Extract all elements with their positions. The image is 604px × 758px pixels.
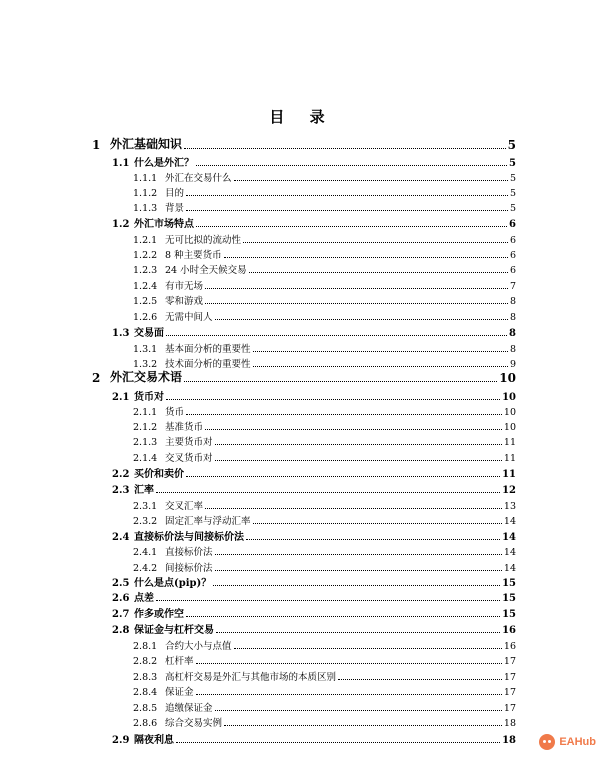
- toc-entry-page: 17: [503, 703, 516, 714]
- toc-entry-label: 外汇在交易什么: [165, 173, 232, 184]
- toc-entry[interactable]: [112, 324, 516, 339]
- toc-entry-number: 2.8.4: [133, 687, 158, 698]
- toc-dot-leader: [215, 460, 502, 461]
- toc-entry-number: 2.9: [112, 735, 130, 746]
- toc-entry-label: 作多或作空: [134, 609, 184, 620]
- toc-entry-number: 1.2.5: [133, 296, 158, 307]
- toc-entry-label: 杠杆率: [165, 656, 194, 667]
- eahub-logo-icon: [539, 734, 555, 750]
- toc-dot-leader: [166, 399, 500, 400]
- toc-dot-leader: [156, 492, 500, 493]
- toc-dot-leader: [186, 195, 508, 196]
- toc-entry[interactable]: [112, 215, 516, 230]
- toc-entry-number: 2.4: [112, 532, 130, 543]
- toc-entry[interactable]: [133, 512, 516, 527]
- toc-entry-page: 11: [503, 437, 516, 448]
- toc-entry-label: 隔夜利息: [134, 735, 174, 746]
- toc-entry-label: 主要货币对: [165, 437, 213, 448]
- toc-dot-leader: [184, 381, 497, 382]
- toc-entry-number: 1.1.2: [133, 188, 158, 199]
- toc-entry[interactable]: [133, 714, 516, 729]
- toc-entry[interactable]: [92, 137, 516, 152]
- toc-entry[interactable]: [112, 528, 516, 543]
- toc-entry-page: 14: [503, 547, 516, 558]
- toc-entry-label: 无可比拟的流动性: [165, 235, 242, 246]
- toc-dot-leader: [186, 616, 500, 617]
- toc-entry-label: 基准货币: [165, 422, 204, 433]
- toc-dot-leader: [196, 663, 502, 664]
- toc-dot-leader: [253, 366, 508, 367]
- toc-entry-label: 技术面分析的重要性: [165, 359, 251, 370]
- toc-dot-leader: [176, 742, 500, 743]
- toc-entry-label: 交叉货币对: [165, 453, 213, 464]
- toc-entry-label: 合约大小与点值: [165, 641, 232, 652]
- toc-entry-page: 8: [509, 296, 516, 307]
- toc-entry[interactable]: [133, 683, 516, 698]
- toc-entry-number: 2: [92, 371, 101, 385]
- toc-entry[interactable]: [133, 246, 516, 261]
- toc-dot-leader: [215, 570, 502, 571]
- toc-entry-number: 2.3.2: [133, 516, 158, 527]
- toc-entry[interactable]: [133, 169, 516, 184]
- toc-entry-number: 1.2: [112, 219, 130, 230]
- toc-dot-leader: [213, 585, 500, 586]
- toc-dot-leader: [196, 694, 502, 695]
- toc-entry-page: 10: [503, 407, 516, 418]
- toc-dot-leader: [196, 226, 507, 227]
- toc-dot-leader: [196, 165, 507, 166]
- toc-entry-page: 9: [509, 359, 516, 370]
- toc-dot-leader: [156, 600, 500, 601]
- toc-entry-number: 1.1: [112, 158, 130, 169]
- toc-entry-label: 目的: [165, 188, 185, 199]
- toc-entry-page: 5: [509, 158, 516, 169]
- toc-entry-page: 10: [503, 422, 516, 433]
- toc-entry[interactable]: [133, 308, 516, 323]
- toc-entry-number: 1.2.4: [133, 281, 158, 292]
- toc-entry-label: 间接标价法: [165, 563, 213, 574]
- toc-entry-page: 6: [509, 265, 516, 276]
- toc-entry[interactable]: [133, 559, 516, 574]
- toc-entry-label: 背景: [165, 203, 185, 214]
- toc-entry-page: 16: [502, 625, 516, 636]
- toc-entry[interactable]: [112, 388, 516, 403]
- toc-dot-leader: [243, 242, 508, 243]
- toc-entry-page: 8: [509, 328, 516, 339]
- toc-entry-label: 什么是点(pip)？: [134, 578, 212, 589]
- toc-dot-leader: [216, 632, 500, 633]
- toc-entry-page: 14: [502, 532, 516, 543]
- toc-entry-number: 2.8: [112, 625, 130, 636]
- toc-entry-number: 2.1: [112, 392, 130, 403]
- toc-entry-page: 16: [503, 641, 516, 652]
- toc-entry-label: 直接标价法与间接标价法: [134, 532, 244, 543]
- toc-entry-label: 货币: [165, 407, 185, 418]
- toc-entry-page: 15: [502, 609, 516, 620]
- toc-entry-page: 7: [509, 281, 516, 292]
- toc-entry-label: 货币对: [134, 392, 164, 403]
- toc-entry-number: 2.3: [112, 485, 130, 496]
- toc-entry-page: 11: [502, 469, 516, 480]
- toc-entry[interactable]: [133, 418, 516, 433]
- toc-entry-label: 买价和卖价: [134, 469, 184, 480]
- toc-entry-number: 1.2.3: [133, 265, 158, 276]
- toc-entry-page: 17: [503, 687, 516, 698]
- toc-entry-label: 高杠杆交易是外汇与其他市场的本质区别: [165, 672, 337, 683]
- toc-dot-leader: [224, 725, 502, 726]
- toc-entry-number: 2.2: [112, 469, 130, 480]
- toc-dot-leader: [234, 648, 502, 649]
- toc-entry-label: 交叉汇率: [165, 501, 204, 512]
- toc-entry[interactable]: [133, 637, 516, 652]
- toc-entry[interactable]: [133, 433, 516, 448]
- toc-dot-leader: [246, 539, 500, 540]
- toc-entry-page: 5: [509, 203, 516, 214]
- toc-entry-page: 5: [507, 138, 516, 152]
- toc-entry-page: 14: [503, 516, 516, 527]
- toc-entry[interactable]: [133, 355, 516, 370]
- toc-dot-leader: [205, 288, 508, 289]
- toc-dot-leader: [253, 523, 502, 524]
- toc-entry-number: 2.8.3: [133, 672, 158, 683]
- toc-dot-leader: [186, 414, 502, 415]
- toc-entry-label: 外汇交易术语: [110, 370, 183, 384]
- toc-entry[interactable]: [112, 621, 516, 636]
- toc-entry-page: 18: [502, 735, 516, 746]
- toc-entry[interactable]: [133, 497, 516, 512]
- toc-entry-number: 2.7: [112, 609, 130, 620]
- toc-entry[interactable]: [133, 668, 516, 683]
- toc-entry-label: 点差: [134, 593, 154, 604]
- toc-entry[interactable]: [133, 340, 516, 355]
- toc-entry[interactable]: [133, 403, 516, 418]
- toc-entry-number: 1.3.2: [133, 359, 158, 370]
- toc-entry-number: 2.8.6: [133, 718, 158, 729]
- toc-entry-label: 基本面分析的重要性: [165, 344, 251, 355]
- toc-entry-label: 直接标价法: [165, 547, 213, 558]
- toc-entry-page: 14: [503, 563, 516, 574]
- toc-entry[interactable]: [133, 699, 516, 714]
- toc-entry-label: 24 小时全天候交易: [165, 265, 247, 276]
- toc-entry[interactable]: [133, 543, 516, 558]
- toc-entry-label: 8 种主要货币: [165, 250, 222, 261]
- toc-entry[interactable]: [92, 370, 516, 385]
- toc-dot-leader: [215, 444, 502, 445]
- toc-dot-leader: [224, 257, 508, 258]
- toc-entry-number: 2.8.1: [133, 641, 158, 652]
- toc-dot-leader: [166, 335, 507, 336]
- toc-dot-leader: [186, 476, 500, 477]
- toc-entry-number: 2.1.3: [133, 437, 158, 448]
- toc-dot-leader: [338, 679, 502, 680]
- toc-entry-number: 1.1.3: [133, 203, 158, 214]
- toc-entry-page: 5: [509, 188, 516, 199]
- toc-entry-page: 10: [499, 371, 516, 385]
- toc-entry-label: 追缴保证金: [165, 703, 213, 714]
- toc-dot-leader: [215, 554, 502, 555]
- toc-entry-label: 有市无场: [165, 281, 204, 292]
- toc-entry[interactable]: [112, 465, 516, 480]
- watermark: [539, 734, 596, 750]
- toc-entry[interactable]: [112, 574, 516, 589]
- toc-title: 目 录: [269, 108, 335, 126]
- toc-entry-page: 6: [509, 219, 516, 230]
- toc-dot-leader: [249, 272, 508, 273]
- watermark-text: EAHub: [559, 736, 596, 748]
- toc-entry-number: 1.3.1: [133, 344, 158, 355]
- toc-entry-page: 13: [503, 501, 516, 512]
- toc-entry-label: 保证金: [165, 687, 194, 698]
- toc-entry-label: 综合交易实例: [165, 718, 223, 729]
- toc-dot-leader: [253, 351, 508, 352]
- toc-entry[interactable]: [112, 481, 516, 496]
- toc-dot-leader: [184, 148, 506, 149]
- toc-entry-number: 2.6: [112, 593, 130, 604]
- toc-entry-label: 无需中间人: [165, 312, 213, 323]
- toc-entry-number: 1.3: [112, 328, 130, 339]
- toc-entry[interactable]: [112, 605, 516, 620]
- toc-entry-page: 17: [503, 672, 516, 683]
- toc-dot-leader: [215, 710, 502, 711]
- toc-entry-page: 11: [503, 453, 516, 464]
- toc-entry[interactable]: [133, 292, 516, 307]
- toc-entry-number: 2.1.4: [133, 453, 158, 464]
- toc-entry-label: 保证金与杠杆交易: [134, 625, 214, 636]
- toc-entry[interactable]: [133, 652, 516, 667]
- toc-entry-page: 6: [509, 235, 516, 246]
- toc-entry-label: 汇率: [134, 485, 154, 496]
- toc-entry[interactable]: [133, 449, 516, 464]
- toc-dot-leader: [205, 508, 502, 509]
- toc-entry-label: 零和游戏: [165, 296, 204, 307]
- toc-entry-number: 2.3.1: [133, 501, 158, 512]
- toc-entry-page: 18: [503, 718, 516, 729]
- toc-entry-number: 1.1.1: [133, 173, 158, 184]
- toc-entry[interactable]: [112, 589, 516, 604]
- toc-dot-leader: [215, 319, 508, 320]
- toc-entry-page: 17: [503, 656, 516, 667]
- toc-dot-leader: [205, 303, 508, 304]
- toc-entry-label: 什么是外汇？: [134, 158, 194, 169]
- toc-entry-label: 外汇基础知识: [110, 137, 183, 151]
- toc-entry-page: 8: [509, 344, 516, 355]
- toc-entry-page: 6: [509, 250, 516, 261]
- toc-entry-number: 2.1.2: [133, 422, 158, 433]
- toc-entry-page: 5: [509, 173, 516, 184]
- toc-entry-number: 2.4.2: [133, 563, 158, 574]
- toc-dot-leader: [234, 180, 508, 181]
- toc-entry[interactable]: [133, 277, 516, 292]
- toc-entry-label: 外汇市场特点: [134, 219, 194, 230]
- toc-entry[interactable]: [133, 231, 516, 246]
- toc-entry-label: 固定汇率与浮动汇率: [165, 516, 251, 527]
- toc-entry-number: 2.5: [112, 578, 130, 589]
- toc-entry-page: 12: [502, 485, 516, 496]
- toc-entry[interactable]: [112, 154, 516, 169]
- toc-entry[interactable]: [112, 731, 516, 746]
- toc-entry-page: 8: [509, 312, 516, 323]
- toc-dot-leader: [186, 210, 508, 211]
- toc-dot-leader: [205, 429, 502, 430]
- toc-entry-number: 2.8.2: [133, 656, 158, 667]
- toc-entry-number: 1.2.6: [133, 312, 158, 323]
- toc-entry-number: 2.1.1: [133, 407, 158, 418]
- toc-entry[interactable]: [133, 261, 516, 276]
- toc-entry[interactable]: [133, 184, 516, 199]
- toc-entry-label: 交易面: [134, 328, 164, 339]
- toc-entry-number: 1.2.1: [133, 235, 158, 246]
- toc-entry-page: 15: [502, 578, 516, 589]
- toc-entry-number: 1.2.2: [133, 250, 158, 261]
- toc-entry[interactable]: [133, 199, 516, 214]
- toc-entry-page: 15: [502, 593, 516, 604]
- toc-entry-page: 10: [502, 392, 516, 403]
- toc-entry-number: 1: [92, 138, 101, 152]
- toc-entry-number: 2.8.5: [133, 703, 158, 714]
- toc-entry-number: 2.4.1: [133, 547, 158, 558]
